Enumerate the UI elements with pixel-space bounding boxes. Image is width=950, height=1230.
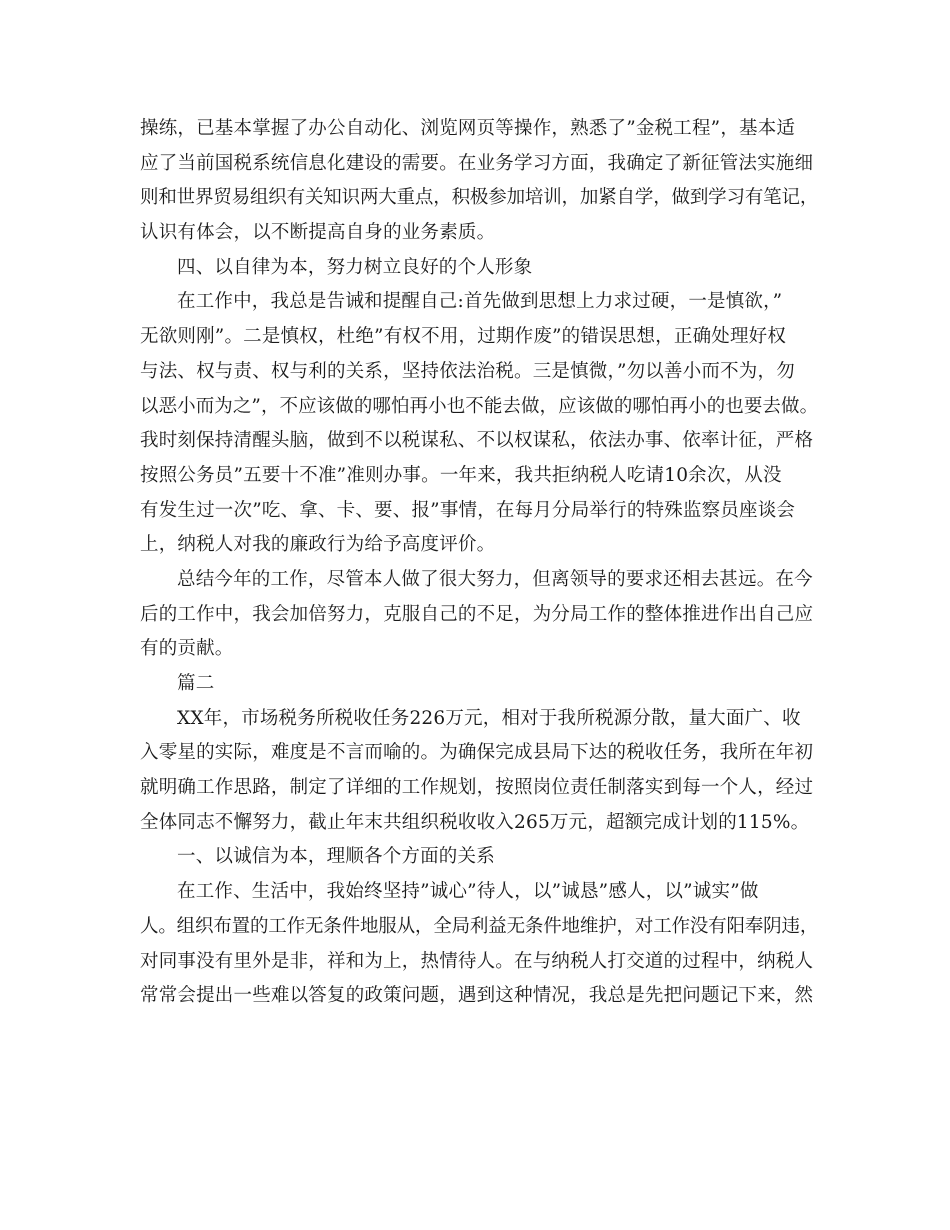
text-line: 常常会提出一些难以答复的政策问题，遇到这种情况，我总是先把问题记下来，然 <box>140 985 814 1007</box>
text-line: 总结今年的工作，尽管本人做了很大努力，但离领导的要求还相去甚远。在今 <box>177 568 813 590</box>
text-line: 认识有体会，以不断提高自身的业务素质。 <box>140 222 496 244</box>
text-line: 入零星的实际，难度是不言而喻的。为确保完成县局下达的税收任务，我所在年初 <box>140 742 814 764</box>
text-line: 后的工作中，我会加倍努力，克服自己的不足，为分局工作的整体推进作出自己应 <box>140 603 814 625</box>
text-line: 则和世界贸易组织有关知识两大重点，积极参加培训，加紧自学，做到学习有笔记， <box>140 187 819 209</box>
text-line: 全体同志不懈努力，截止年末共组织税收收入265万元，超额完成计划的115%。 <box>140 811 810 833</box>
text-line: 以恶小而为之”，不应该做的哪怕再小也不能去做，应该做的哪怕再小的也要去做。 <box>140 395 819 417</box>
text-line: 对同事没有里外是非，祥和为上，热情待人。在与纳税人打交道的过程中，纳税人 <box>140 950 814 972</box>
text-line: 有发生过一次”吃、拿、卡、要、报”事情，在每月分局举行的特殊监察员座谈会 <box>140 499 796 521</box>
text-line: 应了当前国税系统信息化建设的需要。在业务学习方面，我确定了新征管法实施细 <box>140 152 814 174</box>
text-line: 在工作中，我总是告诫和提醒自己:首先做到思想上力求过硬，一是慎欲，” <box>177 291 783 313</box>
text-line: 就明确工作思路，制定了详细的工作规划，按照岗位责任制落实到每一个人，经过 <box>140 777 814 799</box>
text-line: XX年，市场税务所税收任务226万元，相对于我所税源分散，量大面广、收 <box>177 707 801 729</box>
text-line: 按照公务员”五要十不准”准则办事。一年来，我共拒纳税人吃请10余次，从没 <box>140 464 782 486</box>
body-text <box>140 112 820 1014</box>
text-line: 有的贡献。 <box>140 638 234 660</box>
section-heading: 四、以自律为本，努力树立良好的个人形象 <box>177 256 533 278</box>
text-line: 无欲则刚”。二是慎权，杜绝”有权不用，过期作废”的错误思想，正确处理好权 <box>140 326 787 348</box>
section-heading: 一、以诚信为本，理顺各个方面的关系 <box>177 846 495 868</box>
text-line: 上，纳税人对我的廉政行为给予高度评价。 <box>140 534 496 556</box>
text-line: 操练，已基本掌握了办公自动化、浏览网页等操作，熟悉了”金税工程”，基本适 <box>140 118 796 139</box>
text-line: 人。组织布置的工作无条件地服从，全局利益无条件地维护，对工作没有阳奉阴违， <box>140 915 819 937</box>
text-line: 我时刻保持清醒头脑，做到不以税谋私、不以权谋私，依法办事、依率计征，严格 <box>140 430 814 452</box>
text-line: 在工作、生活中，我始终坚持”诚心”待人，以”诚恳”感人，以”诚实”做 <box>177 881 759 903</box>
text-line: 与法、权与责、权与利的关系，坚持依法治税。三是慎微，”勿以善小而不为，勿 <box>140 360 795 382</box>
section-heading: 篇二 <box>177 673 215 694</box>
